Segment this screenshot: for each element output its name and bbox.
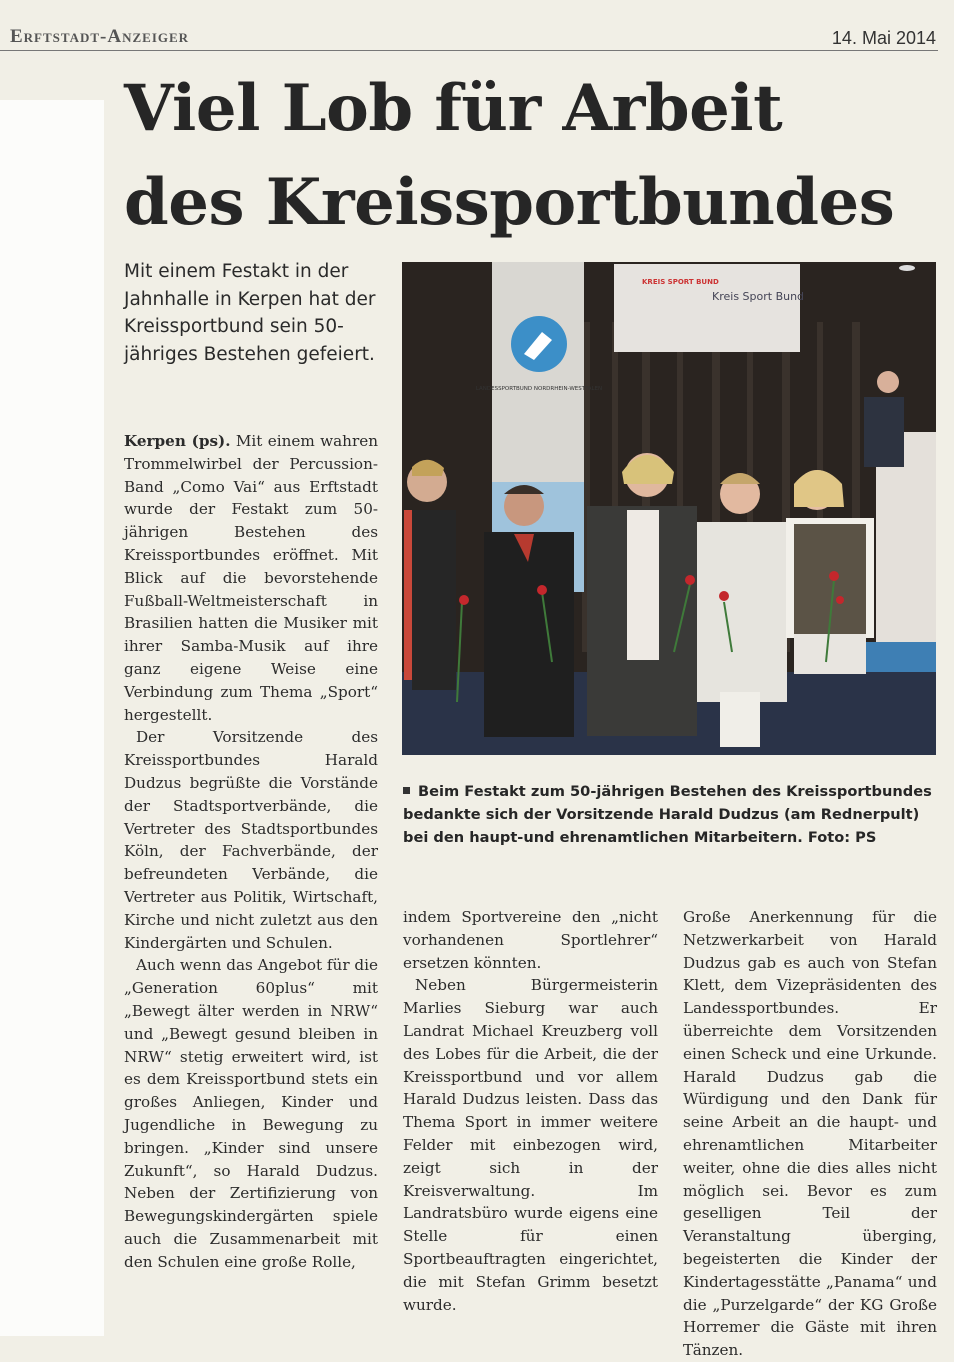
article-column-2: [403, 906, 658, 1316]
paragraph-text: Mit einem wahren Trommelwirbel der Percussion-Band „Como Vai“ aus Erftstadt wurde der Festakt zum 50-jährigen Bestehen des Kreissportbundes eröffnet. Mit Blick auf die bevorstehende Fußball-Weltmeisterschaft in Brasilien hatten die Musiker mit ihrer Samba-Musik auf ihre ganz eigene Weise eine Verbindung zum Thema „Sport“ hergestellt.: [124, 432, 378, 724]
article-headline: [124, 62, 924, 250]
article-paragraph: [124, 430, 378, 726]
event-photo: [402, 262, 936, 755]
ksb-banner-large: Kreis Sport Bund: [712, 290, 805, 303]
article-intro: Mit einem Festakt in der Jahnhalle in Kerpen hat der Kreissportbund sein 50-jähriges Bestehen gefeiert.: [124, 261, 376, 365]
article-paragraph: Auch wenn das Angebot für die „Generation 60plus“ mit „Bewegt älter werden in NRW“ und „Bewegt gesund bleiben in NRW“ stetig erweitert wird, ist es dem Kreissportbund stets ein großes Anliegen, Kinder und Jugendliche in Bewegung zu bringen. „Kinder sind unsere Zukunft“, so Harald Dudzus. Neben der Zertifizierung von Bewegungskindergärten spiele auch die Zusammenarbeit mit den Schulen eine große Rolle,: [124, 956, 378, 1271]
headline-line-2: des Kreissportbundes: [124, 165, 895, 240]
photo-caption: [403, 780, 937, 849]
article-column-1: [124, 430, 378, 1273]
article-paragraph: Der Vorsitzende des Kreissportbundes Harald Dudzus begrüßte die Vorstände der Stadtsportverbände, die Vertreter des Stadtsportbundes Köln, der Fachverbände, der befreundeten Verbände, die Vertreter aus Politik, Wirtschaft, Kirche und nicht zuletzt aus den Kindergärten und Schulen.: [124, 728, 378, 952]
newspaper-masthead: Erftstadt-Anzeiger: [10, 26, 190, 47]
scan-margin: [0, 100, 104, 1336]
article-paragraph: Große Anerkennung für die Netzwerkarbeit von Harald Dudzus gab es auch von Stefan Klett, dem Vizepräsidenten des Landessportbundes. Er überreichte dem Vorsitzenden einen Scheck und eine Urkunde. Harald Dudzus gab die Würdigung und den Dank für seine Arbeit an die haupt- und ehrenamtlichen Mitarbeiter weiter, ohne die dies alles nicht möglich sei. Bevor es zum geselligen Teil der Veranstaltung überging, begeisterten die Kinder der Kindertagesstätte „Panama“ und die „Purzelgarde“ der KG Große Horremer die Gäste mit ihren Tänzen.: [683, 908, 937, 1360]
ksb-banner-small: KREIS SPORT BUND: [642, 278, 719, 286]
headline-line-1: Viel Lob für Arbeit: [124, 71, 783, 146]
publication-date: 14. Mai 2014: [831, 28, 936, 48]
article-column-3: [683, 906, 937, 1362]
caption-text: Beim Festakt zum 50-jährigen Bestehen des Kreissportbundes bedankte sich der Vorsitzende Harald Dudzus (am Rednerpult) bei den haupt-und ehrenamtlichen Mitarbeitern. Foto: PS: [403, 783, 932, 846]
lsb-banner-text: LANDESSPORTBUND NORDRHEIN-WESTFALEN: [475, 386, 603, 392]
caption-bullet-icon: [403, 787, 410, 794]
article-dateline: Kerpen (ps).: [124, 432, 231, 450]
header-rule: [0, 50, 938, 51]
article-paragraph: indem Sportvereine den „nicht vorhandenen Sportlehrer“ ersetzen könnten.: [403, 908, 658, 972]
article-paragraph: Neben Bürgermeisterin Marlies Sieburg war auch Landrat Michael Kreuzberg voll des Lobes für die Arbeit, die der Kreissportbund und vor allem Harald Dudzus leisten. Dass das Thema Sport in immer weitere Felder mit einbezogen wird, zeigt sich in der Kreisverwaltung. Im Landratsbüro wurde eigens eine Stelle für einen Sportbeauftragten eingerichtet, die mit Stefan Grimm besetzt wurde.: [403, 976, 658, 1314]
event-photo-illustration: [402, 262, 936, 755]
